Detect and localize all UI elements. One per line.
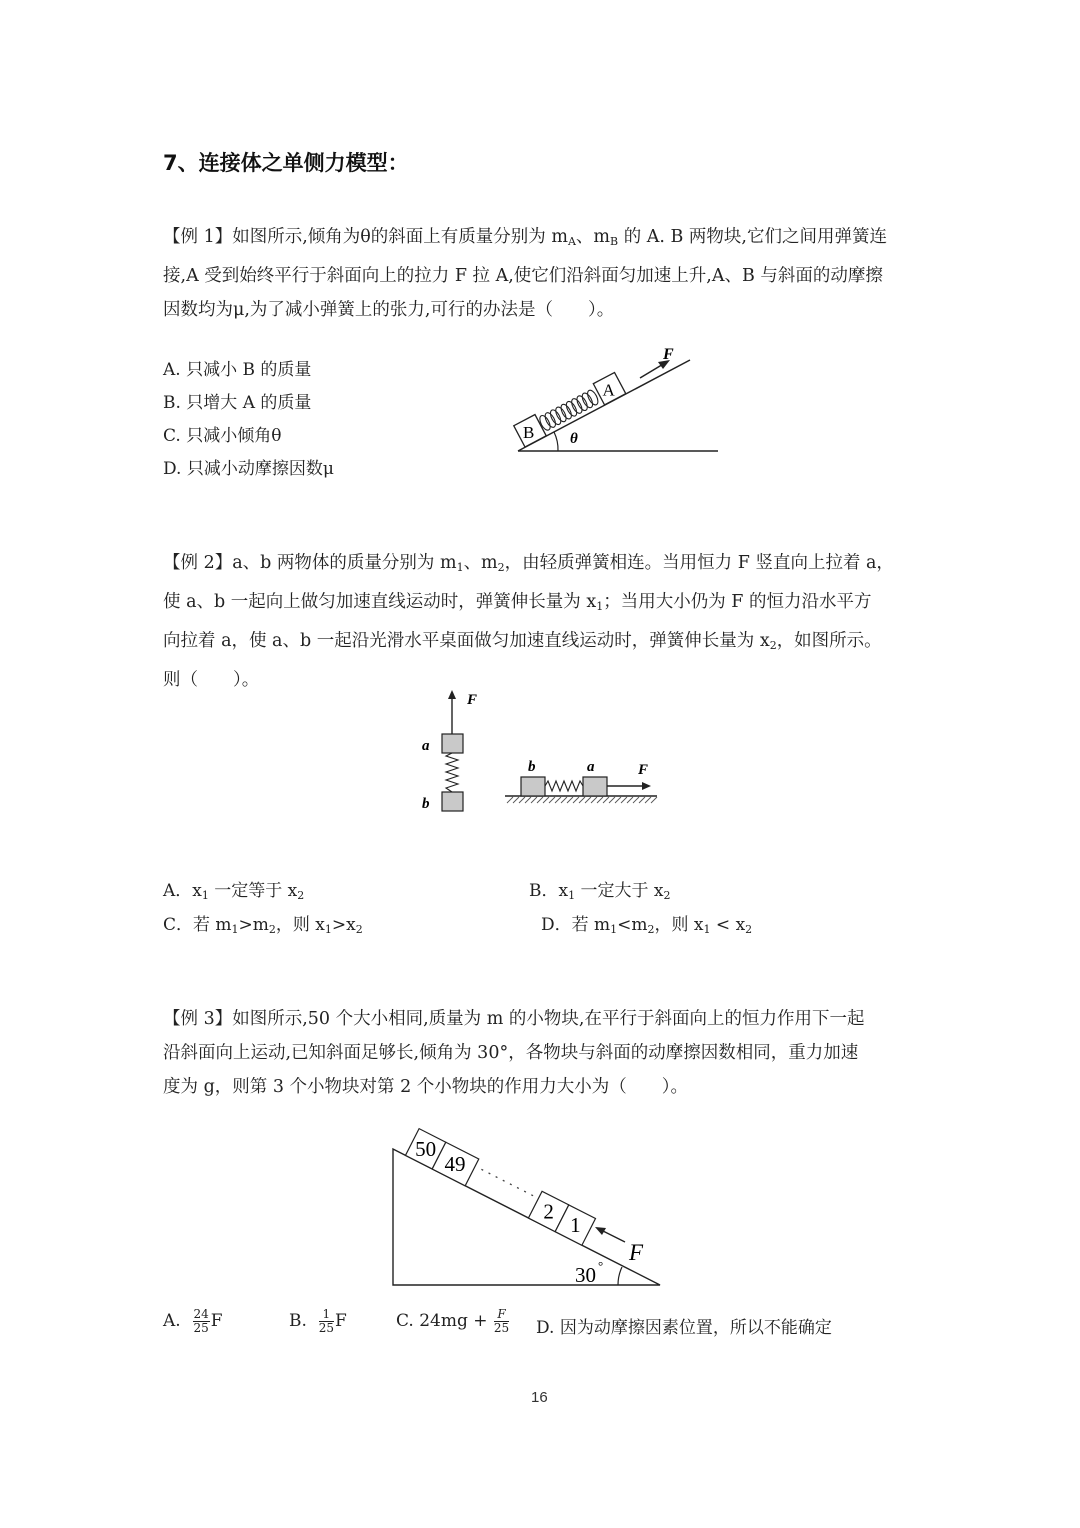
denominator: 25 [318,1321,334,1335]
text: 一定大于 x [575,881,664,901]
option-label: A. [163,1311,181,1331]
vertical-block-b [442,792,463,811]
block-b [514,415,546,447]
example-2-stem [163,546,933,697]
text: B．x [529,881,569,901]
horizontal-block-b-label: b [528,759,536,775]
text: <m [617,915,648,935]
subscript: 1 [456,561,464,574]
example-3-option-c [396,1308,510,1335]
text: F [210,1311,223,1331]
ellipsis-dots [481,1169,534,1196]
angle-arc [554,432,558,451]
block-b-label: B [522,422,535,442]
block-chain [405,1128,595,1245]
option-label: C. 24mg + [396,1311,493,1331]
angle-label: 30 [575,1263,596,1287]
text: D．若 m [541,915,611,935]
text: 如图所示,50 个大小相同,质量为 m 的小物块,在平行于斜面向上的恒力作用下一起 [232,1009,865,1029]
horizontal-spring-icon [545,781,583,791]
block-2-label: 2 [543,1199,554,1224]
text: 、m [463,553,498,573]
block-49-label: 49 [444,1151,466,1176]
text: 向拉着 a，使 a、b 一起沿光滑水平桌面做匀加速直线运动时，弹簧伸长量为 x [163,631,770,651]
force-label: F [663,346,674,363]
subscript: A [567,235,576,248]
example-1-line-3: 因数均为μ,为了减小弹簧上的张力,可行的办法是（ ）。 [163,300,615,320]
example-3-line-3: 度为 g，则第 3 个小物块对第 2 个小物块的作用力大小为（ ）。 [163,1077,689,1097]
vertical-block-b-label: b [422,796,430,812]
text: < x [710,915,746,935]
angle-label: θ [570,431,578,447]
subscript: 2 [297,889,305,902]
example-2-line-2 [163,585,933,624]
example-1-line-2: 接,A 受到始终平行于斜面向上的拉力 F 拉 A,使它们沿斜面匀加速上升,A、B 与斜面的动摩擦 [163,266,883,286]
fraction [193,1308,210,1335]
vertical-spring-icon [446,753,458,792]
subscript: 1 [703,923,711,936]
denominator: 25 [193,1321,209,1335]
example-1-option-c: C. 只减小倾角θ [163,426,282,446]
text: ，由轻质弹簧相连。当用恒力 F 竖直向上拉着 a， [504,553,894,573]
subscript: 1 [568,889,576,902]
text: >x [331,915,356,935]
example-3-tag: 【例 3】 [163,1009,233,1029]
block-1-label: 1 [570,1213,581,1238]
subscript: 1 [201,889,209,902]
subscript: 2 [268,923,276,936]
text: ，则 x [654,915,704,935]
subscript: B [610,235,619,248]
table-hatching [507,797,657,803]
example-3-stem [163,1002,933,1104]
subscript: 2 [497,561,505,574]
example-1-option-d: D. 只减小动摩擦因数μ [163,459,334,479]
subscript: 1 [596,600,604,613]
vertical-block-a [442,734,463,753]
numerator: 1 [319,1308,334,1322]
text: 一定等于 x [208,881,298,901]
example-2-option-d [541,910,752,936]
vertical-force-label: F [467,692,478,708]
example-1-tag: 【例 1】 [163,227,233,247]
example-2-line-3 [163,624,933,663]
example-1-option-b: B. 只增大 A 的质量 [163,393,312,413]
example-3-option-b [289,1308,347,1335]
vertical-block-a-label: a [422,738,430,754]
degree-symbol: ° [598,1258,604,1273]
text: ；当用大小仍为 F 的恒力沿水平方 [603,592,872,612]
example-1-option-a: A. 只减小 B 的质量 [163,360,312,380]
angle-arc [618,1267,622,1285]
subscript: 2 [769,639,777,652]
arrowhead-icon [448,690,456,699]
text: ，则 x [275,915,325,935]
horizontal-block-b [521,777,545,796]
subscript: 2 [663,889,671,902]
option-label: B. [289,1311,307,1331]
page-number: 16 [531,1389,548,1406]
example-3-line-2: 沿斜面向上运动,已知斜面足够长,倾角为 30°，各物块与斜面的动摩擦因数相同，重力加速 [163,1043,859,1063]
example-3-incline-figure [385,1120,670,1290]
example-2-spring-figure [415,686,665,816]
horizontal-force-label: F [638,762,649,778]
example-2-line-4: 则（ ）。 [163,670,260,690]
text: 的 A. B 两物块,它们之间用弹簧连 [618,227,887,247]
subscript: 2 [745,923,753,936]
subscript: 2 [647,923,655,936]
text: ，如图所示。 [776,631,882,651]
example-3-option-a [163,1308,223,1335]
fraction [494,1308,509,1335]
example-2-tag: 【例 2】 [163,553,233,573]
block-a-label: A [602,380,615,400]
example-2-line-1 [163,546,933,585]
text: a、b 两物体的质量分别为 m [232,553,457,573]
text: F [335,1311,347,1331]
numerator: 24 [193,1307,209,1321]
subscript: 2 [355,923,363,936]
denominator: 25 [493,1321,510,1335]
example-1-incline-figure [510,345,725,460]
numerator: F [494,1308,509,1322]
force-arrow [601,1230,625,1242]
spring-icon [538,389,600,432]
example-1-stem [163,220,923,327]
section-title: 7、连接体之单侧力模型： [163,151,409,175]
example-3-line-1 [163,1002,933,1036]
example-2-option-b [529,876,671,902]
arrowhead-icon [642,782,651,790]
horizontal-block-a-label: a [587,759,595,775]
example-2-option-c [163,910,363,936]
text: 、m [575,227,611,247]
text: A．x [163,881,202,901]
example-3-option-d: D. 因为动摩擦因素位置，所以不能确定 [536,1318,832,1338]
subscript: 1 [324,923,332,936]
text: 如图所示,倾角为θ的斜面上有质量分别为 m [232,227,568,247]
block-50-label: 50 [415,1136,437,1161]
subscript: 1 [231,923,239,936]
example-1-line-1 [163,220,923,259]
fraction [319,1308,334,1335]
text: C．若 m [163,915,232,935]
text: 使 a、b 一起向上做匀加速直线运动时，弹簧伸长量为 x [163,592,597,612]
subscript: 1 [610,923,618,936]
example-2-option-a [163,876,304,902]
horizontal-block-a [583,777,607,796]
force-label: F [629,1240,644,1265]
text: >m [238,915,269,935]
